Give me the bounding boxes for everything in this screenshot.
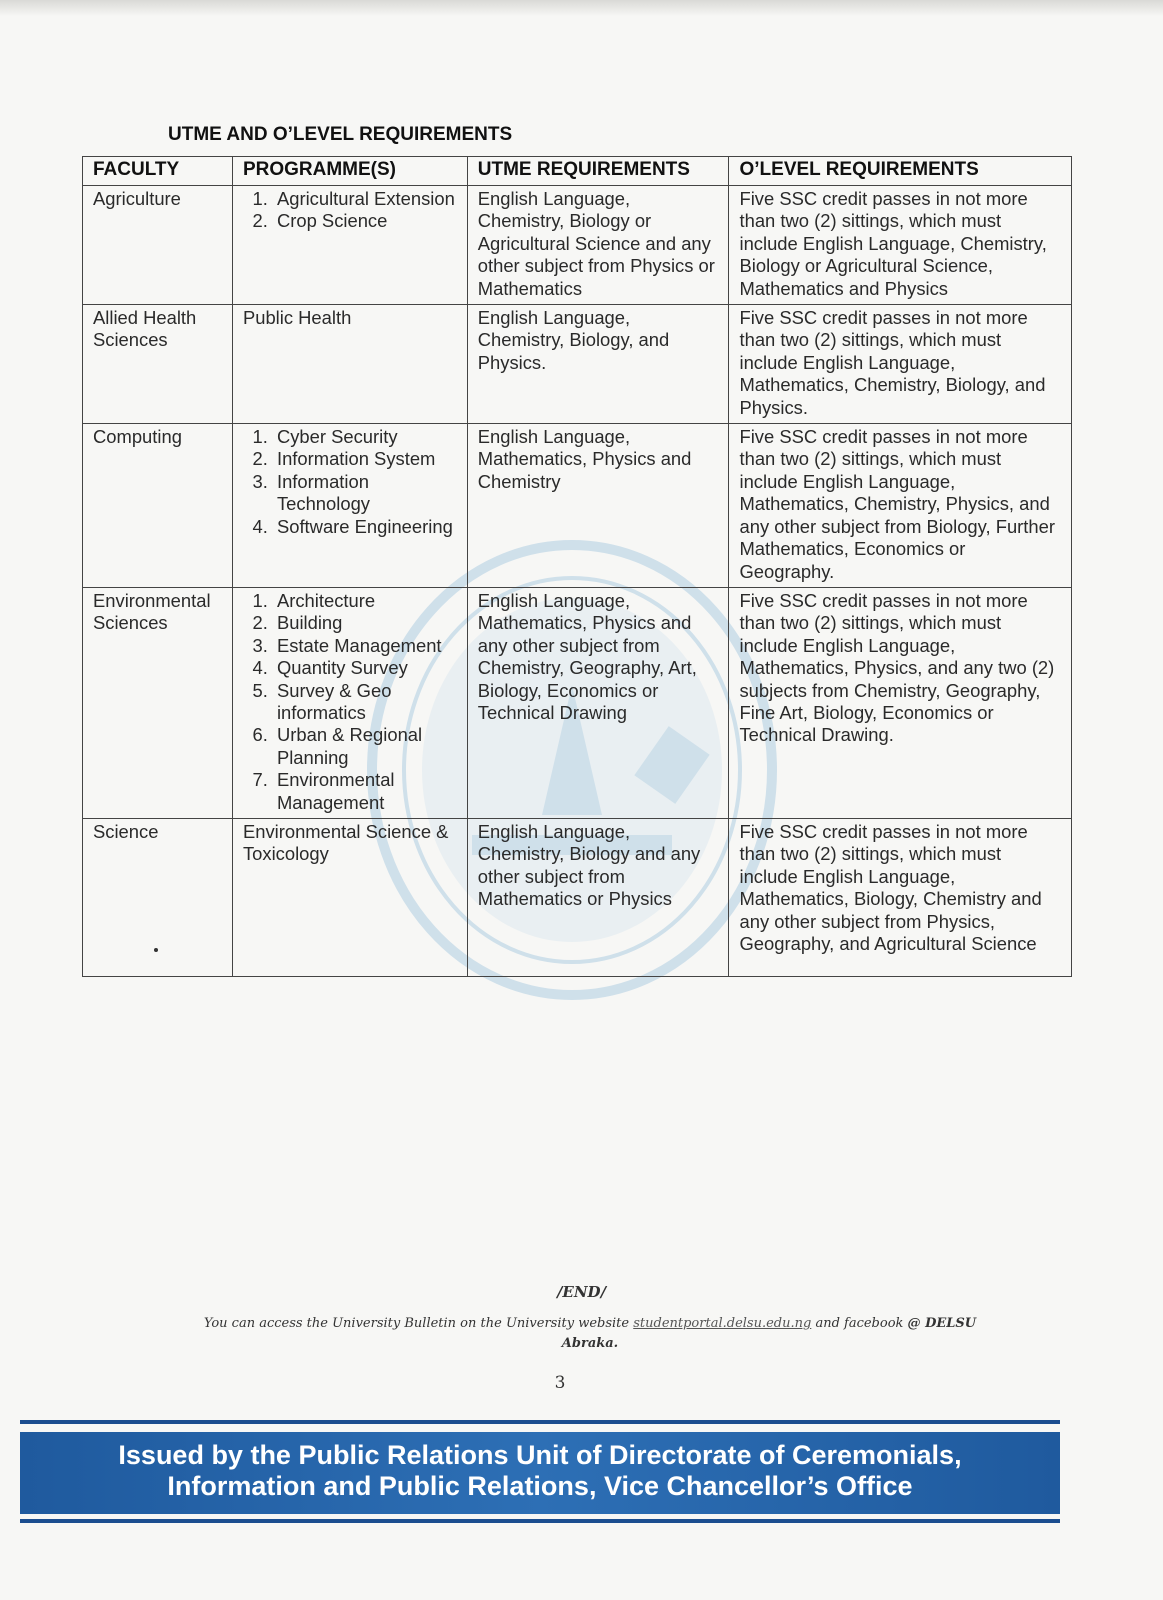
scan-edge	[0, 0, 1163, 16]
header-faculty: FACULTY	[83, 157, 233, 186]
programme-list	[243, 426, 459, 538]
table-row	[83, 587, 1072, 818]
faculty-cell: Allied Health Sciences	[83, 305, 233, 424]
requirements-table	[82, 156, 1072, 977]
portal-link[interactable]: studentportal.delsu.edu.ng	[633, 1316, 812, 1331]
programme-item: 3. Estate Management	[273, 635, 459, 657]
table-row	[83, 818, 1072, 976]
utme-cell: English Language, Chemistry, Biology, and Physics.	[467, 305, 729, 424]
page-heading: UTME AND O’LEVEL REQUIREMENTS	[168, 124, 513, 145]
banner-bottom-rule	[20, 1519, 1060, 1523]
table-row	[83, 424, 1072, 588]
programme-item: 1. Cyber Security	[273, 426, 459, 448]
programmes-cell	[232, 424, 467, 588]
programme-item: 5. Survey & Geo informatics	[273, 680, 459, 725]
footer-note	[160, 1314, 1020, 1354]
programme-item: 2. Crop Science	[273, 210, 459, 232]
footer-note-middle: and facebook	[811, 1316, 908, 1331]
programmes-cell	[232, 587, 467, 818]
faculty-cell: Environmental Sciences	[83, 587, 233, 818]
olevel-cell: Five SSC credit passes in not more than two (2) sittings, which must include English Language, Mathematics, Biology, Chemistry and any other subject from Physics, Geography, and Agricultural Science	[729, 818, 1072, 976]
programme-list	[243, 188, 459, 233]
programmes-cell	[232, 186, 467, 305]
utme-cell: English Language, Mathematics, Physics and Chemistry	[467, 424, 729, 588]
olevel-cell: Five SSC credit passes in not more than two (2) sittings, which must include English Language, Mathematics, Chemistry, Biology, and Physics.	[729, 305, 1072, 424]
olevel-cell: Five SSC credit passes in not more than two (2) sittings, which must include English Language, Mathematics, Physics, and any two (2) subjects from Chemistry, Geography, Fine Art, Biology, Economics or Technical Drawing.	[729, 587, 1072, 818]
faculty-cell: Computing	[83, 424, 233, 588]
programme-item: 1. Architecture	[273, 590, 459, 612]
stray-bullet	[154, 948, 158, 952]
olevel-cell: Five SSC credit passes in not more than two (2) sittings, which must include English Language, Chemistry, Biology or Agricultural Science, Mathematics and Physics	[729, 186, 1072, 305]
table-header-row	[83, 157, 1072, 186]
faculty-cell: Agriculture	[83, 186, 233, 305]
programme-item: 2. Information System	[273, 448, 459, 470]
programme-item: 2. Building	[273, 612, 459, 634]
programme-item: 3. Information Technology	[273, 471, 459, 516]
programmes-cell: Environmental Science & Toxicology	[232, 818, 467, 976]
programme-item: 4. Quantity Survey	[273, 657, 459, 679]
utme-cell: English Language, Chemistry, Biology and any other subject from Mathematics or Physics	[467, 818, 729, 976]
page-number: 3	[554, 1373, 566, 1393]
footer-note-prefix: You can access the University Bulletin on the University website	[203, 1316, 634, 1331]
programme-list	[243, 590, 459, 814]
programme-item: 7. Environmental Management	[273, 769, 459, 814]
header-programmes: PROGRAMME(S)	[232, 157, 467, 186]
programme-item: 6. Urban & Regional Planning	[273, 724, 459, 769]
olevel-cell: Five SSC credit passes in not more than two (2) sittings, which must include English Language, Mathematics, Chemistry, Physics, and any other subject from Biology, Further Mathematics, Economics or Geography.	[729, 424, 1072, 588]
banner-line-1: Issued by the Public Relations Unit of Directorate of Ceremonials,	[118, 1440, 962, 1470]
utme-cell: English Language, Chemistry, Biology or Agricultural Science and any other subject from Physics or Mathematics	[467, 186, 729, 305]
facebook-handle: @ DELSU	[907, 1316, 977, 1331]
issuer-banner	[20, 1432, 1060, 1514]
header-utme: UTME REQUIREMENTS	[467, 157, 729, 186]
programme-item: 4. Software Engineering	[273, 516, 459, 538]
faculty-cell: Science	[83, 818, 233, 976]
table-row	[83, 186, 1072, 305]
header-olevel: O’LEVEL REQUIREMENTS	[729, 157, 1072, 186]
table-row	[83, 305, 1072, 424]
end-mark: /END/	[556, 1283, 607, 1301]
programme-item: 1. Agricultural Extension	[273, 188, 459, 210]
banner-top-rule	[20, 1420, 1060, 1424]
programmes-cell: Public Health	[232, 305, 467, 424]
utme-cell: English Language, Mathematics, Physics and any other subject from Chemistry, Geography, Art, Biology, Economics or Technical Drawing	[467, 587, 729, 818]
footer-note-line2: Abraka.	[561, 1336, 619, 1351]
banner-line-2: Information and Public Relations, Vice Chancellor’s Office	[167, 1471, 913, 1501]
